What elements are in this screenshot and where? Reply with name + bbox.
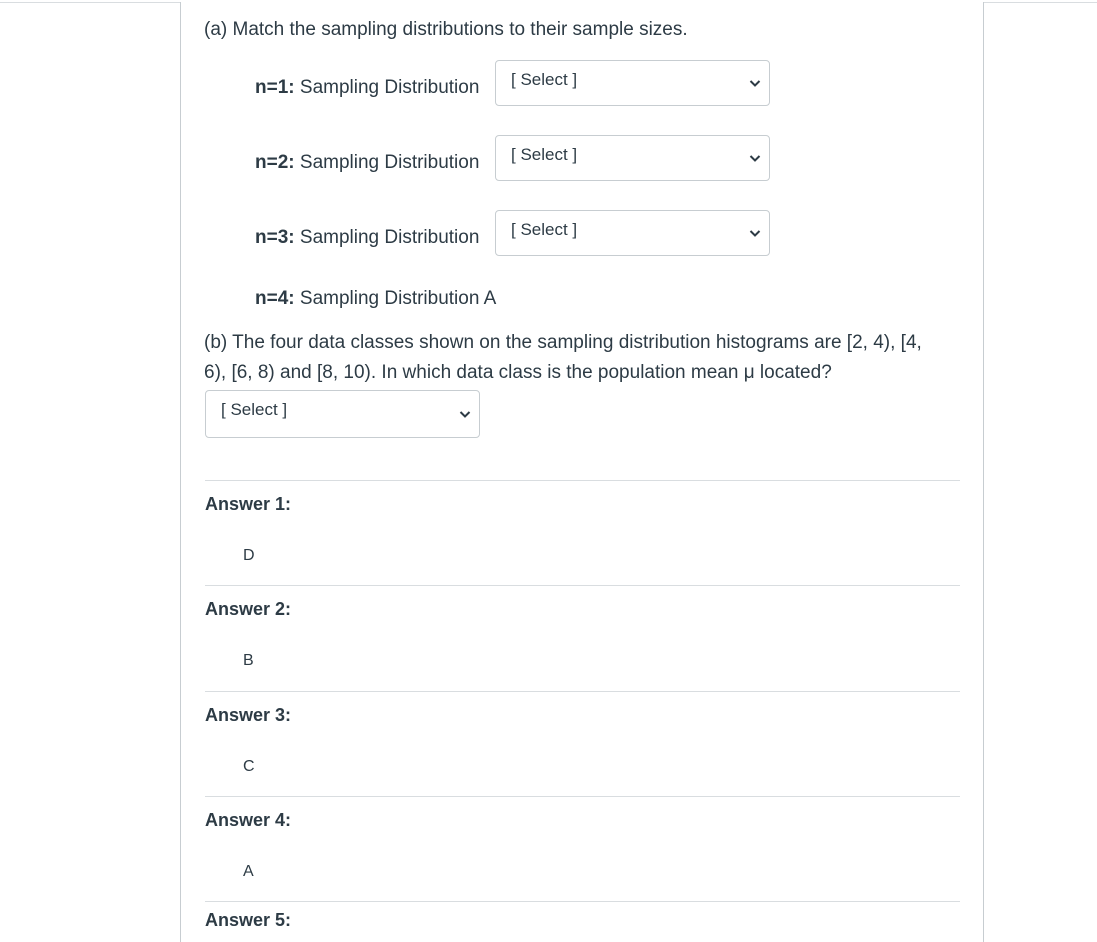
n3-label: n=3: [255, 227, 295, 248]
match-row-n3 [255, 214, 495, 262]
match-row-n2 [255, 139, 495, 187]
n3-text: Sampling Distribution [299, 227, 480, 248]
n1-text: Sampling Distribution [299, 77, 480, 98]
divider [205, 796, 960, 797]
chevron-down-icon [459, 409, 471, 419]
part-b-select[interactable] [205, 390, 480, 438]
answer-1-value: D [243, 547, 255, 564]
n1-label: n=1: [255, 77, 295, 98]
question-panel [180, 2, 984, 942]
n2-text: Sampling Distribution [299, 152, 480, 173]
part-a-prompt: (a) Match the sampling distributions to their sample sizes. [204, 19, 688, 40]
chevron-down-icon [749, 228, 761, 238]
part-b-select-value: [ Select ] [221, 400, 288, 419]
divider [205, 480, 960, 481]
chevron-down-icon [749, 78, 761, 88]
match-row-n1 [255, 64, 495, 112]
match-row-n4 [255, 275, 496, 323]
answer-3-value: C [243, 758, 255, 775]
n1-select[interactable] [495, 60, 770, 106]
divider [205, 585, 960, 586]
divider [205, 691, 960, 692]
part-b-prompt [204, 328, 964, 388]
n2-label: n=2: [255, 152, 295, 173]
n4-label: n=4: [255, 288, 295, 309]
n2-select[interactable] [495, 135, 770, 181]
n2-select-value: [ Select ] [511, 145, 578, 164]
n3-select[interactable] [495, 210, 770, 256]
n3-select-value: [ Select ] [511, 220, 578, 239]
answer-3-label: Answer 3: [205, 705, 292, 725]
chevron-down-icon [749, 153, 761, 163]
answer-4-label: Answer 4: [205, 810, 292, 830]
n4-text: Sampling Distribution A [299, 288, 497, 309]
part-b-line-2: 6), [6, 8) and [8, 10). In which data class is the population mean μ located? [204, 362, 832, 383]
answer-4-value: A [243, 863, 254, 880]
n1-select-value: [ Select ] [511, 70, 578, 89]
answer-1-label: Answer 1: [205, 494, 292, 514]
answer-2-label: Answer 2: [205, 599, 292, 619]
answer-2-value: B [243, 652, 254, 669]
divider [205, 901, 960, 902]
part-b-line-1: (b) The four data classes shown on the sampling distribution histograms are [2, 4), [4, [204, 332, 922, 353]
answer-5-label: Answer 5: [205, 910, 292, 930]
